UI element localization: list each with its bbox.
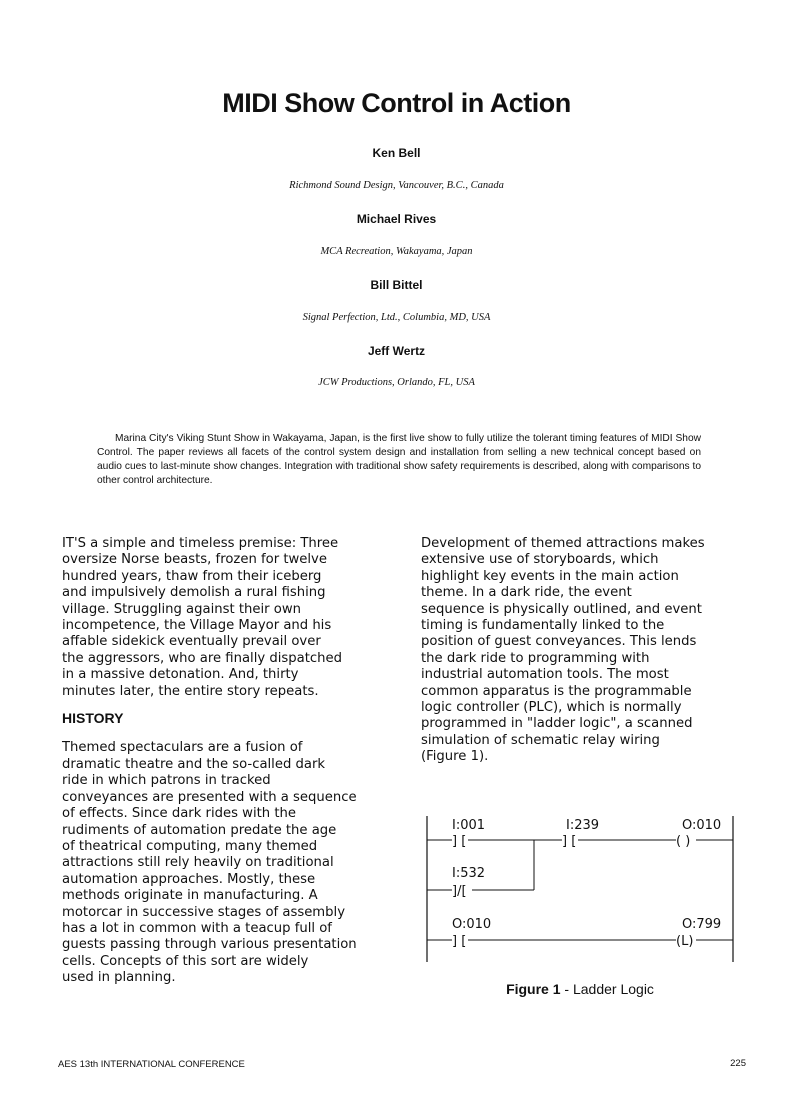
text-line: in a massive detonation. And, thirty: [62, 667, 299, 683]
footer-conference: AES 13th INTERNATIONAL CONFERENCE: [58, 1059, 245, 1070]
text-line: Themed spectaculars are a fusion of: [62, 740, 303, 756]
text-line: ride in which patrons in tracked: [62, 773, 271, 789]
text-line: (Figure 1).: [421, 749, 489, 765]
rung-1: [427, 818, 733, 849]
latch-coil-o799-symbol: (L): [676, 934, 694, 949]
author-name: Bill Bittel: [370, 278, 423, 292]
ladder-logic-diagram: [420, 808, 740, 968]
text-line: theme. In a dark ride, the event: [421, 585, 632, 601]
text-line: extensive use of storyboards, which: [421, 552, 659, 568]
text-line: methods originate in manufacturing. A: [62, 888, 318, 904]
label-o010: O:010: [682, 818, 722, 833]
author-affiliation: MCA Recreation, Wakayama, Japan: [320, 246, 473, 257]
text-line: Development of themed attractions makes: [421, 536, 705, 551]
author-name: Ken Bell: [372, 146, 421, 160]
text-line: oversize Norse beasts, frozen for twelve: [62, 552, 327, 568]
text-line: position of guest conveyances. This lends: [421, 634, 697, 650]
text-line: IT'S a simple and timeless premise: Three: [62, 536, 339, 551]
text-line: of theatrical computing, many themed: [62, 838, 318, 854]
text-line: highlight key events in the main action: [421, 568, 679, 584]
author-affiliation: Signal Perfection, Ltd., Columbia, MD, USA: [302, 312, 491, 323]
text-line: and impulsively demolish a rural fishing: [62, 585, 326, 601]
text-line: of effects. Since dark rides with the: [62, 806, 296, 822]
text-line: incompetence, the Village Mayor and his: [62, 618, 332, 634]
author-name: Jeff Wertz: [367, 344, 426, 358]
page-number: 225: [730, 1058, 746, 1069]
text-line: motorcar in successive stages of assembly: [62, 904, 345, 920]
text-line: cells. Concepts of this sort are widely: [62, 953, 309, 969]
text-line: rudiments of automation predate the age: [62, 822, 337, 838]
intro-paragraph: [62, 536, 402, 700]
contact-o010-symbol: ] [: [452, 934, 467, 949]
text-line: the aggressors, who are finally dispatched: [62, 650, 343, 666]
author-affiliation: Richmond Sound Design, Vancouver, B.C., Canada: [289, 180, 504, 191]
paper-title: MIDI Show Control in Action: [222, 88, 571, 118]
figure-caption: [421, 981, 739, 997]
text-line: minutes later, the entire story repeats.: [62, 683, 319, 699]
text-line: programmed in "ladder logic", a scanned: [421, 716, 693, 732]
history-paragraph: [62, 740, 402, 986]
label-i532: I:532: [452, 866, 486, 881]
left-column: [62, 536, 402, 987]
coil-o010-symbol: ( ): [676, 834, 691, 849]
label-o799: O:799: [682, 917, 722, 932]
text-line: industrial automation tools. The most: [421, 667, 669, 683]
abstract: Marina City's Viking Stunt Show in Wakayama, Japan, is the first live show to fully utilize the tolerant timing features of MIDI Show Control. The paper reviews all facets of the control system design and installation from selling a new technical concept based on audio cues to last-minute show changes. Integration with traditional show safety requirements is described, along with comparisons to other control architecture.: [97, 433, 701, 486]
contact-i001-symbol: ] [: [452, 834, 467, 849]
text-line: timing is fundamentally linked to the: [421, 618, 665, 634]
author-name: Michael Rives: [356, 212, 437, 226]
rung-2: [427, 917, 733, 949]
text-line: logic controller (PLC), which is normally: [421, 700, 682, 716]
text-line: conveyances are presented with a sequence: [62, 789, 357, 805]
text-line: dramatic theatre and the so-called dark: [62, 756, 326, 772]
contact-i532-symbol: ]/[: [452, 884, 467, 899]
figure-caption-text: - Ladder Logic: [560, 981, 654, 997]
contact-i239-symbol: ] [: [562, 834, 577, 849]
text-line: village. Struggling against their own: [62, 601, 301, 617]
text-line: sequence is physically outlined, and event: [421, 601, 702, 617]
text-line: automation approaches. Mostly, these: [62, 871, 316, 887]
right-column: [421, 536, 761, 766]
label-o010-contact: O:010: [452, 917, 492, 932]
section-heading: HISTORY: [62, 710, 124, 727]
branch-i532: [427, 840, 534, 899]
text-line: simulation of schematic relay wiring: [421, 732, 660, 748]
label-i239: I:239: [566, 818, 600, 833]
text-line: used in planning.: [62, 970, 176, 986]
author-affiliation: JCW Productions, Orlando, FL, USA: [318, 377, 475, 388]
text-line: affable sidekick eventually prevail over: [62, 634, 321, 650]
text-line: attractions still rely heavily on traditional: [62, 855, 334, 871]
text-line: has a lot in common with a teacup full of: [62, 920, 332, 936]
text-line: the dark ride to programming with: [421, 650, 650, 666]
figure-caption-label: Figure 1: [506, 981, 561, 997]
label-i001: I:001: [452, 818, 486, 833]
text-line: guests passing through various presentation: [62, 937, 357, 953]
text-line: hundred years, thaw from their iceberg: [62, 568, 322, 584]
text-line: common apparatus is the programmable: [421, 683, 692, 699]
